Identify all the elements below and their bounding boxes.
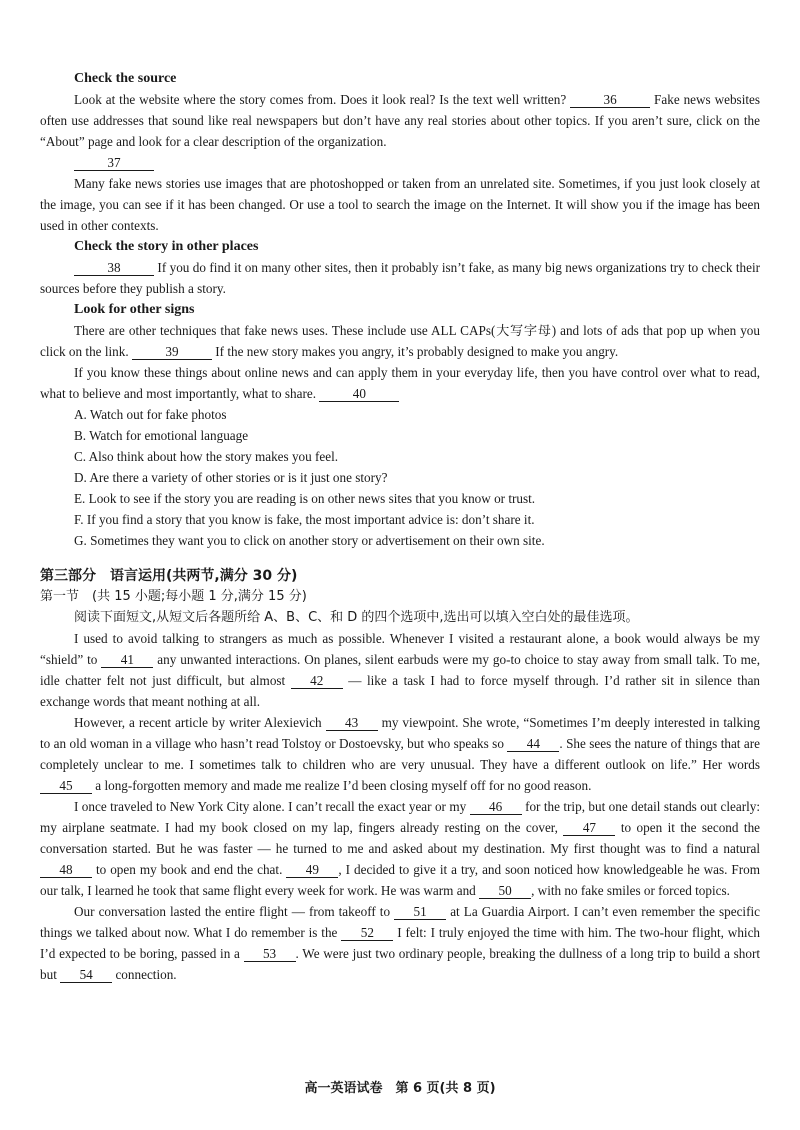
text: to open my book and end the chat. <box>95 862 283 877</box>
text: at La Guardia Airport. I can’t even remember the specific things we talked about now. What I do remember is the <box>40 904 760 940</box>
text: I once traveled to New York City alone. I can’t recall the exact year or my <box>74 799 467 814</box>
blank-37: 37 <box>74 155 154 171</box>
page-footer: 高一英语试卷 第 6 页(共 8 页) <box>304 1081 496 1096</box>
text: Our conversation lasted the entire flight — from takeoff to <box>74 904 391 919</box>
blank-46: 46 <box>470 799 522 815</box>
option-f: F. If you find a story that you know is fake, the most important advice is: don’t share it. <box>74 512 535 527</box>
option-d: D. Are there a variety of other stories or is it just one story? <box>74 470 388 485</box>
part-three-title: 第三部分 语言运用(共两节,满分 30 分) <box>40 568 298 584</box>
blank-48: 48 <box>40 862 92 878</box>
option-c: C. Also think about how the story makes you feel. <box>74 449 339 464</box>
heading-check-other-places: Check the story in other places <box>74 239 259 254</box>
text: I used to avoid talking to strangers as much as possible. Whenever I visited a restaurant alone, a book would always be my “shield” to <box>40 631 760 667</box>
text: If the new story makes you angry, it’s probably designed to make you angry. <box>215 344 619 359</box>
blank-40: 40 <box>319 386 399 402</box>
text: , with no fake smiles or forced topics. <box>531 883 730 898</box>
option-b: B. Watch for emotional language <box>74 428 249 443</box>
blank-36: 36 <box>570 92 650 108</box>
cloze-paragraph-1 <box>40 628 760 712</box>
blank-50: 50 <box>479 883 531 899</box>
blank-42: 42 <box>291 673 343 689</box>
blank-45: 45 <box>40 778 92 794</box>
cloze-paragraph-2 <box>40 712 760 796</box>
heading-check-source: Check the source <box>74 71 177 86</box>
blank-41: 41 <box>101 652 153 668</box>
blank-44: 44 <box>507 736 559 752</box>
blank-47: 47 <box>563 820 615 836</box>
text: my viewpoint. She wrote, “Sometimes I’m deeply interested in talking to an old woman in a village who hasn’t read Tolstoy or Dostoevsky, but who speaks so <box>40 715 761 751</box>
option-g: G. Sometimes they want you to click on another story or advertisement on their own site. <box>74 533 545 548</box>
blank-53: 53 <box>244 946 296 962</box>
text: — like a task I had to force myself through. I’d rather sit in silence than exchange words that meant nothing at all. <box>40 673 761 709</box>
text: to open it the second the conversation started. But he was faster — he turned to me and asked about my destination. My first thought was to find a natural <box>40 820 761 856</box>
cloze-paragraph-3 <box>40 796 760 901</box>
cloze-paragraph-4 <box>40 901 760 985</box>
blank-38: 38 <box>74 260 154 276</box>
text: any unwanted interactions. On planes, silent earbuds were my go-to choice to stay away from small talk. To me, idle chatter felt not just difficult, but almost <box>40 652 761 688</box>
paragraph-other-signs-1 <box>40 320 760 362</box>
heading-other-signs: Look for other signs <box>74 302 195 317</box>
option-a: A. Watch out for fake photos <box>74 407 227 422</box>
text: for the trip, but one detail stands out clearly: my airplane seatmate. I had my book closed on my lap, fingers already resting on the cover, <box>40 799 761 835</box>
text: connection. <box>115 967 177 982</box>
blank-52: 52 <box>341 925 393 941</box>
text: . She sees the nature of things that are completely unclear to me. I sometimes talk to children who are very unusual. They have a different outlook on life.” Her words <box>40 736 760 772</box>
instructions: 阅读下面短文,从短文后各题所给 A、B、C、和 D 的四个选项中,选出可以填入空白处的最佳选项。 <box>74 610 639 625</box>
blank-39: 39 <box>132 344 212 360</box>
text: Fake news websites often use addresses that sound like real newspapers but don’t have any real stories about other topics. If you aren’t sure, click on the “About” page and look for a clear description of the organization. <box>40 92 761 149</box>
blank-51: 51 <box>394 904 446 920</box>
text: . We were just two ordinary people, breaking the dullness of a long trip to build a short but <box>40 946 760 982</box>
blank-54: 54 <box>60 967 112 983</box>
section-one-title: 第一节 (共 15 小题;每小题 1 分,满分 15 分) <box>40 589 307 604</box>
text: , I decided to give it a try, and soon noticed how knowledgeable he was. From our talk, I learned he took that same flight every week for work. He was warm and <box>40 862 761 898</box>
text: I felt: I truly enjoyed the time with him. The two-hour flight, which I’d expected to be boring, passed in a <box>40 925 761 961</box>
text: However, a recent article by writer Alexievich <box>74 715 322 730</box>
text: Look at the website where the story comes from. Does it look real? Is the text well written? <box>74 92 567 107</box>
blank-43: 43 <box>326 715 378 731</box>
text: If you know these things about online news and can apply them in your everyday life, then you have control over what to read, what to believe and most importantly, what to share. <box>40 365 760 401</box>
paragraph-other-signs-2 <box>40 362 760 404</box>
text: a long-forgotten memory and made me realize I’d been closing myself off for no good reason. <box>95 778 592 793</box>
paragraph-other-places <box>40 257 760 299</box>
blank-49: 49 <box>286 862 338 878</box>
answer-options <box>40 404 760 551</box>
paragraph-blank-37 <box>40 152 760 173</box>
text: There are other techniques that fake news uses. These include use ALL CAPs(大写字母) and lots of ads that pop up when you click on the link. <box>40 323 760 359</box>
option-e: E. Look to see if the story you are reading is on other news sites that you know or trust. <box>74 491 536 506</box>
text: If you do find it on many other sites, then it probably isn’t fake, as many big news organizations try to check their sources before they publish a story. <box>40 260 761 296</box>
paragraph-check-source-2: Many fake news stories use images that are photoshopped or taken from an unrelated site. Sometimes, if you just look closely at the image, you can see if it has been changed. Or use a tool to search the image on the Internet. It will show you if the image has been used in other contexts. <box>40 176 760 233</box>
page-content <box>40 68 760 985</box>
paragraph-check-source-1 <box>40 89 760 152</box>
